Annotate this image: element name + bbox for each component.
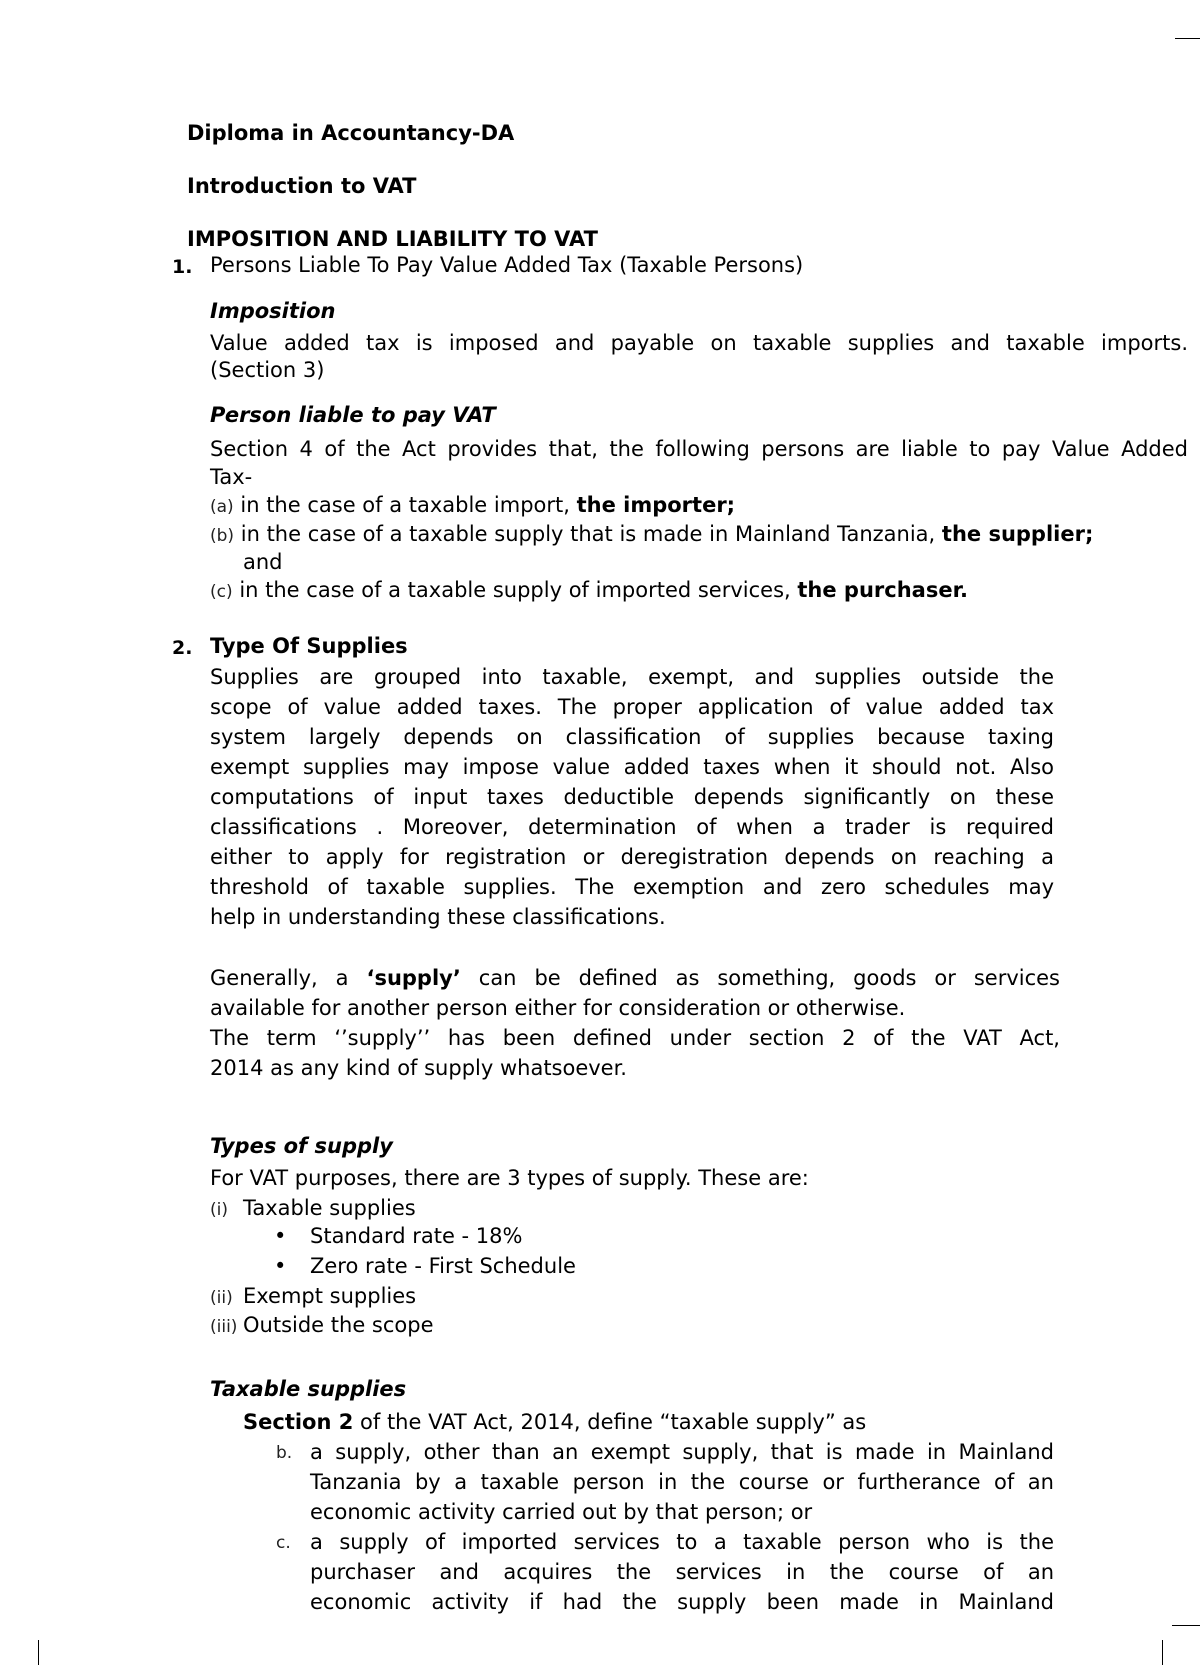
text: can be defined as something, goods or services	[460, 966, 1061, 990]
definition-line: economic activity carried out by that person; or	[310, 1500, 813, 1524]
type-item	[210, 1284, 416, 1308]
item-label: (b)	[210, 526, 235, 546]
item-text: in the case of a taxable import,	[240, 493, 577, 517]
bullet-text: Zero rate - First Schedule	[310, 1254, 576, 1278]
liable-item	[210, 522, 1093, 546]
section-1-title: Persons Liable To Pay Value Added Tax (Taxable Persons)	[210, 253, 804, 277]
type-label: (iii)	[210, 1317, 238, 1337]
definition-line: economic activity if had the supply been made in Mainland	[310, 1590, 1054, 1614]
types-intro: For VAT purposes, there are 3 types of supply. These are:	[210, 1166, 809, 1190]
item-label: (a)	[210, 497, 234, 517]
liable-item-cont: and	[243, 550, 283, 574]
item-bold: the purchaser.	[797, 578, 968, 602]
paragraph-line: exempt supplies may impose value added taxes when it should not. Also	[210, 755, 1054, 779]
section-1-number: 1.	[172, 256, 193, 278]
definition-line: a supply, other than an exempt supply, that is made in Mainland	[310, 1440, 1054, 1464]
definition-line: purchaser and acquires the services in the course of an	[310, 1560, 1054, 1584]
topic-title: Introduction to VAT	[187, 174, 417, 198]
supply-definition-line: available for another person either for consideration or otherwise.	[210, 996, 906, 1020]
type-item	[210, 1196, 416, 1220]
paragraph-line: computations of input taxes deductible depends significantly on these	[210, 785, 1054, 809]
section-ref: Section 2	[243, 1410, 354, 1434]
paragraph-line: threshold of taxable supplies. The exemption and zero schedules may	[210, 875, 1054, 899]
supply-term-line: The term ‘’supply’’ has been defined under section 2 of the VAT Act,	[210, 1026, 1060, 1050]
imposition-heading: Imposition	[210, 299, 336, 323]
crop-mark-top-right	[1175, 38, 1200, 39]
bullet-icon: •	[274, 1224, 287, 1248]
liable-intro-cont: Tax-	[210, 465, 253, 489]
paragraph-line: classifications . Moreover, determination of when a trader is required	[210, 815, 1054, 839]
paragraph-line: system largely depends on classification of supplies because taxing	[210, 725, 1054, 749]
paragraph-line: scope of value added taxes. The proper application of value added tax	[210, 695, 1054, 719]
item-label: (c)	[210, 582, 233, 602]
bullet-item	[274, 1254, 576, 1278]
types-heading: Types of supply	[210, 1134, 393, 1158]
imposition-text: Value added tax is imposed and payable on taxable supplies and taxable imports.	[210, 331, 1188, 355]
item-text: in the case of a taxable supply of imported services,	[239, 578, 798, 602]
liable-heading: Person liable to pay VAT	[210, 403, 496, 427]
course-title: Diploma in Accountancy-DA	[187, 121, 515, 145]
type-text: Exempt supplies	[243, 1284, 417, 1308]
section-2-number: 2.	[172, 637, 193, 659]
item-text: in the case of a taxable supply that is made in Mainland Tanzania,	[240, 522, 942, 546]
liable-item	[210, 493, 735, 517]
crop-mark-bottom-left	[38, 1640, 39, 1665]
definition-label: b.	[276, 1443, 293, 1463]
chapter-title: IMPOSITION AND LIABILITY TO VAT	[187, 227, 598, 251]
liable-intro: Section 4 of the Act provides that, the following persons are liable to pay Value Added	[210, 437, 1188, 461]
taxable-definition-intro	[243, 1410, 866, 1434]
supply-term: ‘supply’	[366, 966, 461, 990]
supply-definition-line	[210, 966, 1060, 990]
crop-mark-bottom-right-vertical	[1162, 1640, 1163, 1665]
definition-line: a supply of imported services to a taxable person who is the	[310, 1530, 1054, 1554]
type-text: Outside the scope	[243, 1313, 434, 1337]
paragraph-line: either to apply for registration or deregistration depends on reaching a	[210, 845, 1054, 869]
type-item	[210, 1313, 434, 1337]
type-label: (i)	[210, 1200, 228, 1220]
section-2-title: Type Of Supplies	[210, 634, 408, 658]
definition-label: c.	[276, 1533, 291, 1553]
bullet-item	[274, 1224, 522, 1248]
bullet-icon: •	[274, 1254, 287, 1278]
supply-term-line: 2014 as any kind of supply whatsoever.	[210, 1056, 627, 1080]
liable-item	[210, 578, 968, 602]
text: of the VAT Act, 2014, define “taxable supply” as	[353, 1410, 867, 1434]
paragraph-line: Supplies are grouped into taxable, exempt, and supplies outside the	[210, 665, 1054, 689]
crop-mark-bottom-right	[1172, 1625, 1200, 1626]
type-text: Taxable supplies	[243, 1196, 416, 1220]
type-label: (ii)	[210, 1288, 233, 1308]
item-bold: the supplier;	[941, 522, 1094, 546]
definition-line: Tanzania by a taxable person in the course or furtherance of an	[310, 1470, 1054, 1494]
taxable-heading: Taxable supplies	[210, 1377, 407, 1401]
bullet-text: Standard rate - 18%	[310, 1224, 523, 1248]
text: Generally, a	[210, 966, 367, 990]
item-bold: the importer;	[576, 493, 736, 517]
imposition-ref: (Section 3)	[210, 358, 325, 382]
paragraph-line: help in understanding these classifications.	[210, 905, 666, 929]
